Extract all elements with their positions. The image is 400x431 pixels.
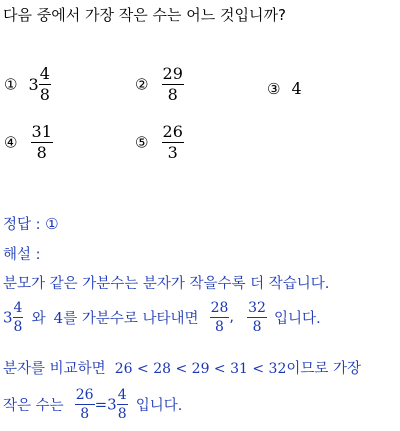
mixed-numerator: 4: [117, 387, 127, 403]
explanation-line-3: [3, 357, 361, 378]
mixed-fraction: [13, 301, 24, 334]
explanation-line-1: 분모가 같은 가분수는 분자가 작을수록 더 작습니다.: [3, 276, 330, 292]
mixed-whole: 3: [3, 308, 13, 327]
option-5-denominator: 3: [167, 143, 178, 162]
option-2: [135, 66, 184, 103]
option-3: [267, 79, 302, 98]
fraction-numerator: 26: [75, 387, 94, 403]
mixed-numerator: 4: [13, 300, 23, 316]
option-2-marker: ②: [135, 75, 149, 94]
text-ipnida-final: 입니다.: [135, 398, 183, 414]
fraction-bar: [75, 404, 95, 405]
text-therefore: 이므로 가장: [286, 361, 362, 377]
mixed-denominator: 8: [13, 319, 23, 335]
option-5-fraction: [162, 124, 184, 161]
question-text: 다음 중에서 가장 작은 수는 어느 것입니까?: [3, 6, 286, 24]
option-4-denominator: 8: [36, 143, 47, 162]
fraction-bar: [210, 317, 230, 318]
value-four: 4: [53, 308, 64, 327]
option-2-numerator: 29: [162, 64, 183, 83]
fraction-numerator: 32: [248, 300, 266, 316]
fraction-denominator: 8: [252, 319, 262, 335]
mixed-whole: 3: [107, 395, 117, 414]
option-1-denominator: 8: [39, 85, 50, 104]
option-4: [4, 124, 53, 161]
text-wa: 와: [31, 311, 46, 327]
mixed-fraction: [117, 388, 128, 421]
fraction-bar: [247, 317, 267, 318]
mixed-denominator: 8: [117, 406, 127, 422]
option-4-marker: ④: [4, 133, 18, 152]
equals-sign: =: [94, 395, 108, 414]
answer-line: [3, 213, 59, 234]
explanation-line-4: [3, 388, 182, 421]
option-3-marker: ③: [267, 80, 281, 98]
explanation-line-2: [3, 301, 321, 334]
option-1-fraction: [39, 66, 51, 103]
comparison-chain: 26 < 28 < 29 < 31 < 32: [114, 361, 287, 377]
text-convert: 를 가분수로 나타내면: [63, 311, 199, 327]
option-4-fraction: [31, 124, 53, 161]
fraction-bar: [117, 404, 128, 405]
text-ipnida: 입니다.: [274, 311, 321, 327]
fraction-denominator: 8: [80, 406, 90, 422]
text-smallest: 작은 수는: [3, 398, 64, 414]
option-5-numerator: 26: [162, 122, 183, 141]
fraction-28-8: [210, 301, 230, 334]
option-3-value: 4: [291, 79, 302, 98]
fraction-numerator: 28: [210, 300, 229, 316]
fraction-32-8: [247, 301, 267, 334]
comma: ,: [229, 309, 235, 326]
option-1-whole: 3: [28, 75, 39, 94]
option-1-marker: ①: [4, 75, 18, 94]
fraction-bar: [13, 317, 24, 318]
option-2-denominator: 8: [167, 85, 178, 104]
option-1: [4, 66, 51, 103]
fraction-26-8: [75, 388, 95, 421]
option-5-marker: ⑤: [135, 133, 149, 152]
answer-value: ①: [45, 215, 59, 233]
option-2-fraction: [162, 66, 184, 103]
option-1-numerator: 4: [39, 64, 50, 83]
option-4-numerator: 31: [31, 122, 52, 141]
explanation-label: 해설 :: [3, 247, 41, 263]
fraction-denominator: 8: [215, 319, 224, 335]
answer-label: 정답 :: [3, 217, 41, 233]
text-compare: 분자를 비교하면: [3, 361, 106, 377]
option-5: [135, 124, 184, 161]
